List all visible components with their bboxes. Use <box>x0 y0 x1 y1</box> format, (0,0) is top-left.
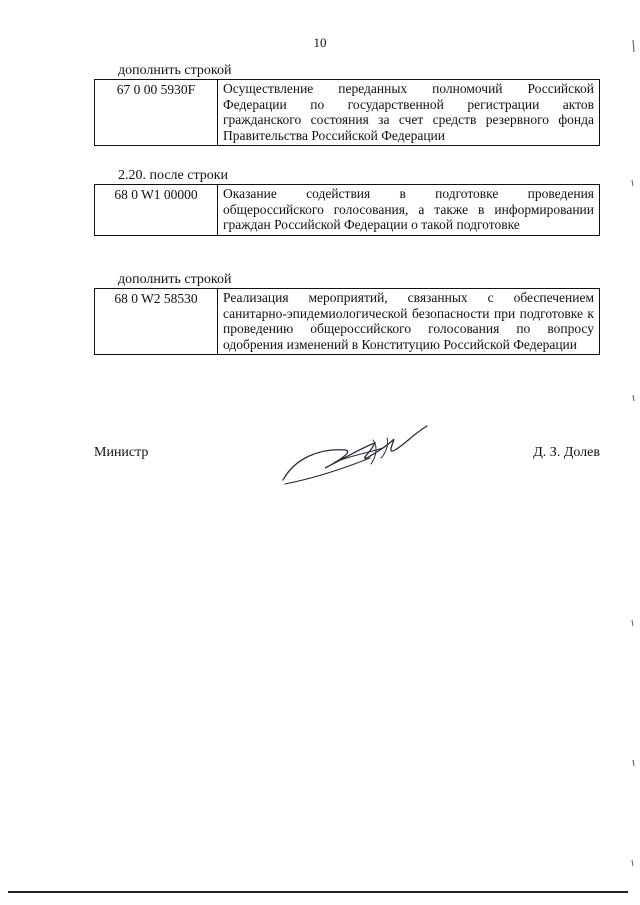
budget-description-cell: Реализация мероприятий, связанных с обеспечением санитарно-эпидемиологической безопасности при подготовке к проведению общероссийского голосования по вопросу одобрения изменений в Конституцию Российской Федерации <box>218 289 600 355</box>
budget-code-cell: 67 0 00 5930F <box>95 80 218 146</box>
budget-code-table <box>94 184 600 236</box>
instruction-label: дополнить строкой <box>118 272 232 287</box>
budget-description-cell: Осуществление переданных полномочий Российской Федерации по государственной регистрации актов гражданского состояния за счет средств резервного фонда Правительства Российской Федерации <box>218 80 600 146</box>
budget-code-table <box>94 79 600 146</box>
bottom-border-line <box>8 891 628 893</box>
table-row <box>95 185 600 236</box>
scan-edge-marks <box>630 0 636 905</box>
signatory-name: Д. З. Долев <box>533 445 600 460</box>
page-number: 10 <box>313 35 327 50</box>
budget-code-cell: 68 0 W1 00000 <box>95 185 218 236</box>
budget-code-cell: 68 0 W2 58530 <box>95 289 218 355</box>
table-row <box>95 289 600 355</box>
budget-description-cell: Оказание содействия в подготовке проведения общероссийского голосования, а также в информировании граждан Российской Федерации о такой подготовке <box>218 185 600 236</box>
table-row <box>95 80 600 146</box>
signatory-title: Министр <box>94 445 149 460</box>
instruction-label: дополнить строкой <box>118 63 232 78</box>
instruction-label: 2.20. после строки <box>118 168 229 183</box>
handwritten-signature <box>275 418 435 493</box>
budget-code-table <box>94 288 600 355</box>
